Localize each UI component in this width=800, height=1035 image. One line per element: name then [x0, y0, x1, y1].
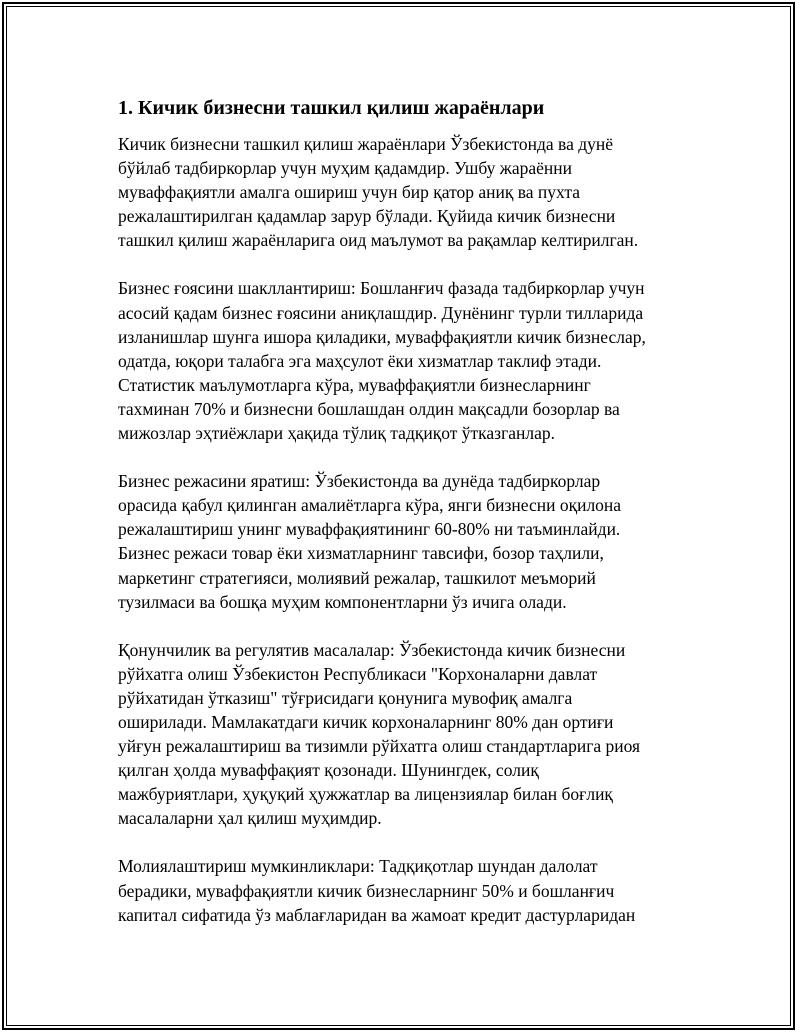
paragraph-3: [118, 469, 688, 614]
document-body: [118, 94, 688, 951]
paragraph-line: қилган ҳолда муваффақият қозонади. Шунингдек, солиқ: [118, 760, 539, 781]
paragraph-line: бўйлаб тадбиркорлар учун муҳим қадамдир. Ушбу жараённи: [118, 158, 573, 179]
paragraph-line: маркетинг стратегияси, молиявий режалар, ташкилот меъморий: [118, 567, 596, 588]
paragraph-line: Кичик бизнесни ташкил қилиш жараёнлари Ўзбекистонда ва дунё: [118, 134, 614, 154]
paragraph-2: [118, 276, 688, 445]
paragraph-4: [118, 638, 688, 831]
paragraph-line: Молиялаштириш мумкинликлари: Тадқиқотлар шундан далолат: [118, 856, 598, 877]
paragraph-line: Қонунчилик ва регулятив масалалар: Ўзбекистонда кичик бизнесни: [118, 639, 626, 660]
paragraph-line: изланишлар шунга ишора қиладики, муваффақиятли кичик бизнеслар,: [118, 326, 646, 347]
paragraph-line: оширилади. Мамлакатдаги кичик корхоналарнинг 80% дан ортиғи: [118, 711, 614, 732]
paragraph-1: [118, 132, 688, 252]
paragraph-line: Бизнес режасини яратиш: Ўзбекистонда ва дунёда тадбиркорлар: [118, 471, 601, 492]
paragraph-line: рўйхатидан ўтказиш" тўғрисидаги қонунига мувофиқ амалга: [118, 687, 573, 708]
paragraph-line: асосий қадам бизнес ғоясини аниқлашдир. Дунёнинг турли тилларида: [118, 302, 644, 323]
paragraphs-container: [118, 132, 688, 927]
paragraph-line: Бизнес ғоясини шакллантириш: Бошланғич фазада тадбиркорлар учун: [118, 278, 645, 299]
paragraph-line: муваффақиятли амалга ошириш учун бир қатор аниқ ва пухта: [118, 182, 580, 203]
paragraph-line: одатда, юқори талабга эга маҳсулот ёки хизматлар таклиф этади.: [118, 350, 602, 371]
paragraph-line: капитал сифатида ўз маблағларидан ва жамоат кредит дастурларидан: [118, 904, 636, 925]
paragraph-line: тахминан 70% и бизнесни бошлашдан олдин мақсадли бозорлар ва: [118, 398, 620, 419]
paragraph-line: режалаштирилган қадамлар зарур бўлади. Қуйида кичик бизнесни: [118, 206, 616, 227]
paragraph-line: режалаштириш унинг муваффақиятининг 60-80% ни таъминлайди.: [118, 519, 621, 540]
paragraph-line: ташкил қилиш жараёнларига оид маълумот ва рақамлар келтирилган.: [118, 230, 639, 251]
paragraph-line: мажбуриятлари, ҳуқуқий ҳужжатлар ва лицензиялар билан боғлиқ: [118, 784, 613, 805]
paragraph-line: Бизнес режаси товар ёки хизматларнинг тавсифи, бозор таҳлили,: [118, 543, 604, 564]
paragraph-line: мижозлар эҳтиёжлари ҳақида тўлиқ тадқиқот ўтказганлар.: [118, 423, 556, 444]
paragraph-line: рўйхатга олиш Ўзбекистон Республикаси "Корхоналарни давлат: [118, 663, 598, 684]
paragraph-line: Статистик маълумотларга кўра, муваффақиятли бизнесларнинг: [118, 374, 591, 395]
paragraph-line: тузилмаси ва бошқа муҳим компонентларни ўз ичига олади.: [118, 591, 567, 612]
paragraph-line: уйғун режалаштириш ва тизимли рўйхатга олиш стандартларига риоя: [118, 736, 641, 757]
paragraph-line: орасида қабул қилинган амалиётларга кўра, янги бизнесни оқилона: [118, 495, 622, 516]
paragraph-line: берадики, муваффақиятли кичик бизнесларнинг 50% и бошланғич: [118, 880, 615, 901]
paragraph-5: [118, 854, 688, 926]
document-title: 1. Кичик бизнесни ташкил қилиш жараёнлари: [118, 97, 545, 119]
paragraph-line: масалаларни ҳал қилиш муҳимдир.: [118, 808, 382, 829]
